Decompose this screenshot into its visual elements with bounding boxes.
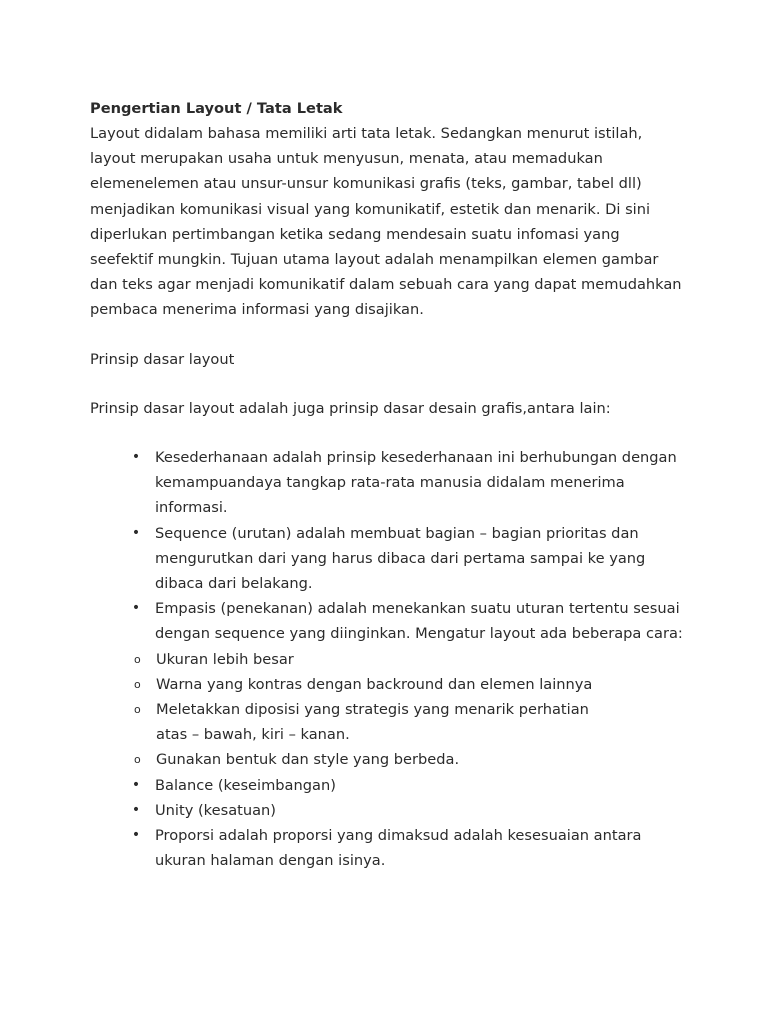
sub-list-item <box>90 672 596 697</box>
list-item <box>90 823 695 873</box>
list-item-line: dibaca dari belakang. <box>155 575 313 593</box>
bullet-icon: • <box>131 524 141 541</box>
list-item <box>90 521 695 597</box>
list-item <box>90 773 695 798</box>
list-item-line: ukuran halaman dengan isinya. <box>155 852 386 870</box>
list-item-line: dengan sequence yang diinginkan. Mengatur layout ada beberapa cara: <box>155 625 683 643</box>
intro-line: Layout didalam bahasa memiliki arti tata letak. Sedangkan menurut istilah, <box>90 125 643 142</box>
circle-bullet-icon: o <box>134 703 141 717</box>
section-subheading: Prinsip dasar layout <box>90 350 235 368</box>
bullet-icon: • <box>131 449 141 466</box>
list-item-line: Balance (keseimbangan) <box>155 776 336 794</box>
document-page <box>90 96 690 873</box>
circle-bullet-icon: o <box>134 677 141 691</box>
intro-line: layout merupakan usaha untuk menyusun, menata, atau memadukan <box>90 150 603 168</box>
list-item-line: mengurutkan dari yang harus dibaca dari pertama sampai ke yang <box>155 549 646 567</box>
intro-line: elemenelemen atau unsur-unsur komunikasi grafis (teks, gambar, tabel dll) <box>90 175 642 193</box>
sub-list-item-line: Ukuran lebih besar <box>156 650 294 668</box>
intro-line: pembaca menerima informasi yang disajikan. <box>90 301 424 319</box>
sub-list-item-line: Warna yang kontras dengan backround dan elemen lainnya <box>156 675 593 693</box>
bullet-icon: • <box>131 801 141 818</box>
intro-line: menjadikan komunikasi visual yang komunikatif, estetik dan menarik. Di sini <box>90 200 651 218</box>
intro-line: dan teks agar menjadi komunikatif dalam sebuah cara yang dapat memudahkan <box>90 276 682 294</box>
list-item-line: informasi. <box>155 499 228 517</box>
bullet-icon: • <box>131 776 141 793</box>
sub-list-item-line: Meletakkan diposisi yang strategis yang menarik perhatian <box>156 701 589 719</box>
list-item-line: kemampuandaya tangkap rata-rata manusia didalam menerima <box>155 474 625 492</box>
sub-list-item <box>90 697 596 747</box>
list-item <box>90 596 695 646</box>
principles-list <box>90 445 690 647</box>
sub-list-item-line: Gunakan bentuk dan style yang berbeda. <box>156 751 460 769</box>
bullet-icon: • <box>131 827 141 844</box>
circle-bullet-icon: o <box>134 652 141 666</box>
list-item-line: Empasis (penekanan) adalah menekankan suatu uturan tertentu sesuai <box>155 600 680 618</box>
intro-line: diperlukan pertimbangan ketika sedang mendesain suatu infomasi yang <box>90 225 620 243</box>
list-item-line: Sequence (urutan) adalah membuat bagian – bagian prioritas dan <box>155 524 639 542</box>
list-item-line: Unity (kesatuan) <box>155 801 276 819</box>
layout-methods-sublist <box>90 647 690 773</box>
principles-list-continued <box>90 773 690 874</box>
list-item-line: Proporsi adalah proporsi yang dimaksud adalah kesesuaian antara <box>155 827 642 845</box>
list-item <box>90 798 695 823</box>
intro-line: seefektif mungkin. Tujuan utama layout adalah menampilkan elemen gambar <box>90 251 659 269</box>
bullet-icon: • <box>131 600 141 617</box>
list-item-line: Kesederhanaan adalah prinsip kesederhanaan ini berhubungan dengan <box>155 449 677 467</box>
list-item <box>90 445 695 521</box>
sub-list-item <box>90 647 596 672</box>
intro-paragraph <box>90 121 686 323</box>
circle-bullet-icon: o <box>134 753 141 767</box>
list-lead-paragraph: Prinsip dasar layout adalah juga prinsip dasar desain grafis,antara lain: <box>90 399 611 417</box>
sub-list-item <box>90 747 596 772</box>
document-title: Pengertian Layout / Tata Letak <box>90 100 343 117</box>
sub-list-item-line: atas – bawah, kiri – kanan. <box>156 726 350 744</box>
